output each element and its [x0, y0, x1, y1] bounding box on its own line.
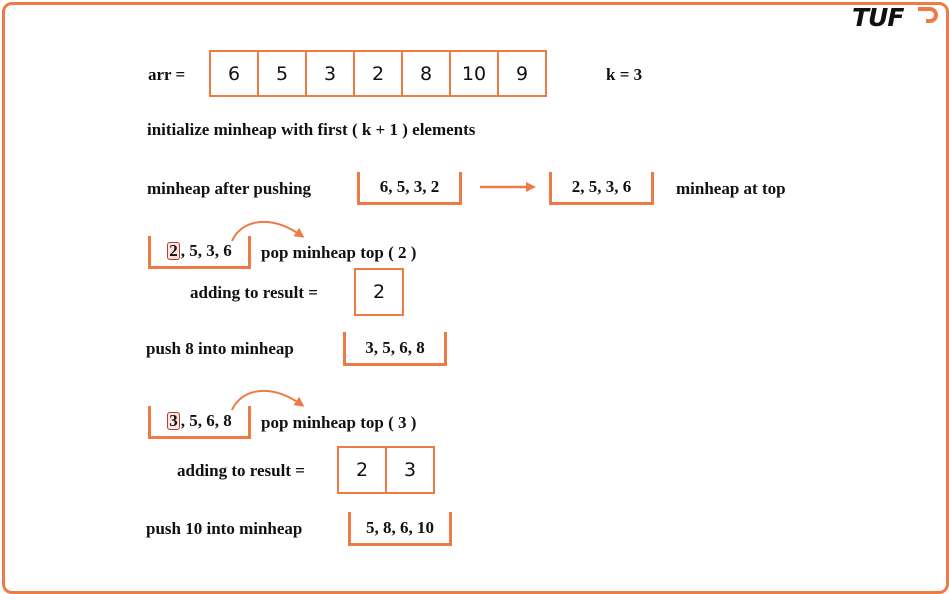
heap-top-marker: 3 — [169, 411, 178, 430]
heap-pushed: 6, 5, 3, 2 — [357, 172, 462, 205]
result-cell: 2 — [337, 446, 387, 494]
heap-sorted: 2, 5, 3, 6 — [549, 172, 654, 205]
arr-cell: 2 — [353, 50, 403, 97]
arr-cell: 10 — [449, 50, 499, 97]
k-text: k = 3 — [606, 65, 643, 84]
tuf-logo: TUF — [852, 3, 904, 32]
result-cell: 3 — [385, 446, 435, 494]
pop1-label: pop minheap top ( 2 ) — [261, 243, 417, 262]
result-cell: 2 — [354, 268, 404, 316]
result2-label: adding to result = — [177, 461, 305, 480]
result1-label: adding to result = — [190, 283, 318, 302]
pop-arrow-1 — [232, 222, 302, 241]
heap-top-marker: 2 — [169, 241, 178, 260]
pop2-label: pop minheap top ( 3 ) — [261, 413, 417, 432]
top-label: minheap at top — [676, 179, 786, 198]
heap-rest: , 5, 6, 8 — [180, 411, 232, 430]
arr-cell: 9 — [497, 50, 547, 97]
arr-cell: 6 — [209, 50, 259, 97]
heap-push10: 5, 8, 6, 10 — [348, 512, 452, 546]
arr-cell: 3 — [305, 50, 355, 97]
push8-label: push 8 into minheap — [146, 339, 294, 358]
push10-label: push 10 into minheap — [146, 519, 303, 538]
after-push-label: minheap after pushing — [147, 179, 312, 198]
pop-arrow-2 — [232, 391, 302, 410]
arr-label: arr = — [148, 65, 186, 84]
arr-cell: 5 — [257, 50, 307, 97]
init-text: initialize minheap with first ( k + 1 ) elements — [147, 120, 476, 139]
arr-cell: 8 — [401, 50, 451, 97]
heap-push8: 3, 5, 6, 8 — [343, 332, 447, 366]
heap-rest: , 5, 3, 6 — [180, 241, 232, 260]
